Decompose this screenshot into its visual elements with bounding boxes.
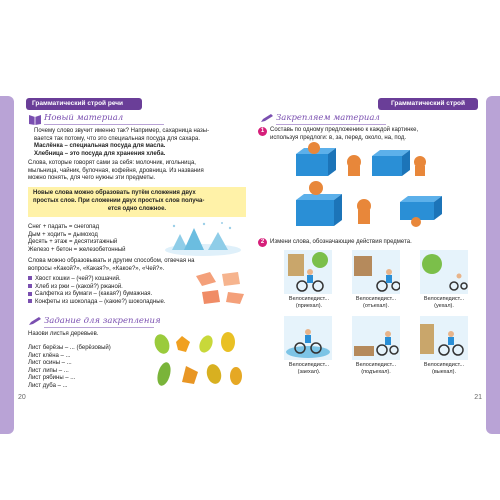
right-page <box>252 0 486 500</box>
compound-example: Десять + этаж = десятиэтажный <box>28 239 118 246</box>
words-line: Слова, которые говорят сами за себя: молочник, игольница, <box>28 160 196 166</box>
rule-line: ется одно сложное. <box>107 205 167 212</box>
rule-box <box>28 187 246 217</box>
leaf-item: Лист берёзы – ... (берёзовый) <box>28 345 111 351</box>
right-section-title: Грамматический строй речи <box>378 98 478 110</box>
cat-in-front-of-box <box>357 199 371 224</box>
right-edge-tab <box>486 96 500 434</box>
cyclist-picture-drove-in <box>284 316 332 360</box>
cat-near-box <box>347 155 361 176</box>
cyclist-caption: Велосипедист... (заехал). <box>288 362 330 375</box>
task2-text: Измени слова, обозначающие действия предмета. <box>270 239 412 245</box>
adjective-intro-line: Слова можно образовывать и другим способом, отвечая на <box>28 258 195 264</box>
left-edge-tab <box>0 96 14 434</box>
intro-line: Маслёнка – специальная посуда для масла. <box>34 143 166 150</box>
snowy-landscape-illustration <box>164 220 242 256</box>
task-text: Назови листья деревьев. <box>28 331 99 337</box>
pencil-icon <box>28 316 42 326</box>
compound-example: Дым + ходить = дымоход <box>28 231 98 238</box>
leaves-list <box>28 345 148 391</box>
new-material-header: Новый материал <box>44 113 124 123</box>
intro-line: Почему слово звучит именно так? Например, сахарница назы- <box>34 128 210 134</box>
leaf-item: Лист дуба – ... <box>28 382 68 389</box>
leaf-item: Лист осины – ... <box>28 360 72 367</box>
task1-line: используя предлоги: в, за, перед, около, на, под. <box>270 134 407 141</box>
compound-examples <box>28 224 168 254</box>
adjective-intro-line: вопросы «Какой?», «Какая?», «Какое?», «Чей?». <box>28 265 165 272</box>
box-with-cat-inside <box>296 142 336 176</box>
words-line: мыльница, чайник, булочная, кофейня, дровница. Из названия <box>28 167 204 174</box>
leaf-item: Лист клёна – ... <box>28 352 71 359</box>
page-number-left: 20 <box>18 394 26 401</box>
adjective-example: Конфеты из шоколада – (какие?) шоколадные. <box>28 299 188 307</box>
adjective-example: Салфетка из бумаги – (какая?) бумажная. <box>28 291 188 299</box>
cyclist-caption: Велосипедист... (уехал). <box>423 296 465 309</box>
left-section-title: Грамматический строй речи <box>26 98 142 110</box>
rule-line: простых слов. При сложении двух простых слов получа- <box>33 197 205 204</box>
cyclist-picture-left <box>420 250 468 294</box>
leaf-item: Лист рябины – ... <box>28 375 76 382</box>
leaves-illustration <box>148 330 248 392</box>
adjective-example: Хлеб из ржи – (какой?) ржаной. <box>28 284 188 292</box>
reinforce-header: Закрепляем материал <box>276 113 380 123</box>
cat-on-box <box>296 181 342 226</box>
task1-number: 1 <box>258 127 267 136</box>
words-line: можно понять, для чего нужны эти предметы. <box>28 175 156 182</box>
header-underline <box>44 327 154 328</box>
task2-number: 2 <box>258 238 267 247</box>
napkins-illustration <box>192 268 250 308</box>
cyclist-caption: Велосипедист... (приехал). <box>288 296 330 309</box>
adjective-example: Хвост кошки – (чей?) кошачий. <box>28 276 188 284</box>
compound-example: Снег + падать = снегопад <box>28 224 100 230</box>
bullet-icon <box>28 292 32 296</box>
cats-and-boxes-illustration <box>292 140 452 232</box>
leaf-item: Лист липы – ... <box>28 367 69 374</box>
bullet-icon <box>28 299 32 303</box>
task1-line: Составь по одному предложению к каждой картинке, <box>270 127 419 133</box>
cyclist-caption: Велосипедист... (подъехал). <box>355 362 397 375</box>
bullet-icon <box>28 276 32 280</box>
box-with-cat-under <box>400 196 442 227</box>
cyclist-picture-arrived <box>284 250 332 294</box>
words-paragraph <box>28 160 248 183</box>
bullet-icon <box>28 284 32 288</box>
cyclist-picture-drove-out <box>420 316 468 360</box>
compound-example: Железо + бетон = железобетонный <box>28 246 126 253</box>
box-with-cat-behind <box>372 150 426 176</box>
header-underline <box>44 124 164 125</box>
cyclist-picture-drove-up <box>352 316 400 360</box>
book-icon <box>28 113 42 125</box>
intro-paragraph <box>34 128 244 158</box>
intro-line: Хлебница – это посуда для хранения хлеба. <box>34 150 166 157</box>
cyclist-grid <box>280 250 480 400</box>
left-page <box>14 0 250 500</box>
cyclist-caption: Велосипедист... (отъехал). <box>355 296 397 309</box>
adjective-examples <box>28 276 188 306</box>
rule-line: Новые слова можно образовать путём сложения двух <box>33 190 196 196</box>
header-underline <box>276 124 386 125</box>
cyclist-caption: Велосипедист... (выехал). <box>423 362 465 375</box>
page-number-right: 21 <box>474 394 482 401</box>
pencil-icon <box>260 113 274 123</box>
intro-line: вается так потому, что это специальная посуда для сахара. <box>34 135 200 142</box>
task-header: Задание для закрепления <box>44 316 161 326</box>
cyclist-picture-moved-away <box>352 250 400 294</box>
